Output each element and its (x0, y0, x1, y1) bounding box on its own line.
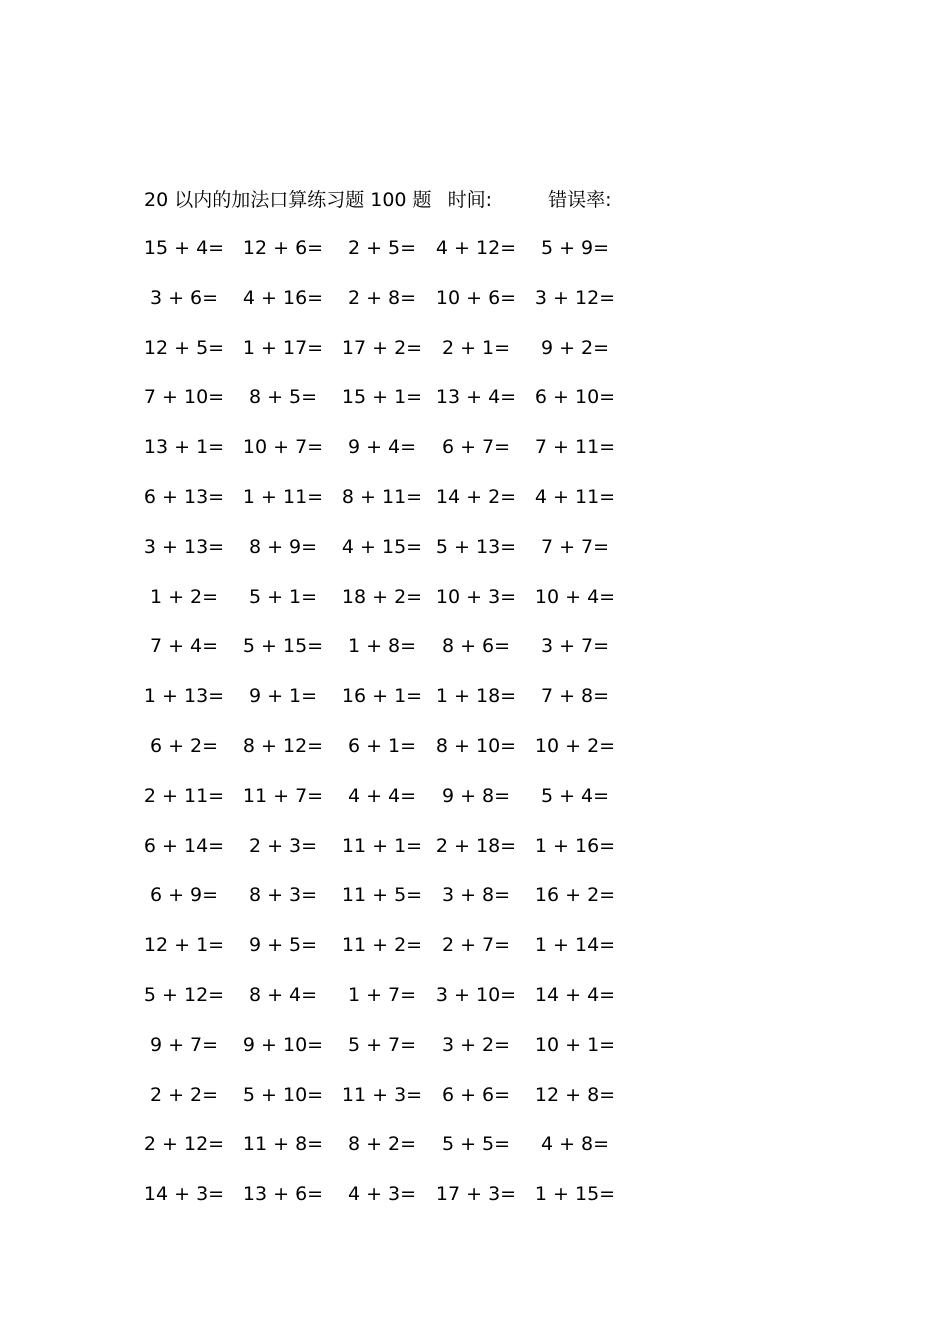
arithmetic-problem: 15 + 4= (143, 237, 225, 259)
arithmetic-problem: 6 + 7= (441, 436, 511, 459)
problem-row (0, 1081, 950, 1131)
arithmetic-problem: 10 + 4= (534, 585, 616, 608)
arithmetic-problem: 15 + 1= (341, 386, 423, 409)
worksheet-title: 20 以内的加法口算练习题 100 题 (144, 189, 432, 211)
arithmetic-problem: 8 + 9= (248, 535, 318, 558)
arithmetic-problem: 2 + 2= (149, 1083, 219, 1106)
arithmetic-problem: 17 + 2= (341, 336, 423, 359)
arithmetic-problem: 14 + 3= (143, 1183, 225, 1206)
arithmetic-problem: 8 + 6= (441, 635, 511, 658)
arithmetic-problem: 8 + 12= (242, 734, 324, 757)
arithmetic-problem: 14 + 2= (435, 485, 517, 508)
arithmetic-problem: 11 + 7= (242, 784, 324, 807)
arithmetic-problem: 4 + 16= (242, 286, 324, 309)
arithmetic-problem: 12 + 5= (143, 336, 225, 359)
problem-row (0, 1031, 950, 1081)
arithmetic-problem: 5 + 4= (540, 784, 610, 807)
arithmetic-problem: 3 + 10= (435, 983, 517, 1006)
arithmetic-problem: 9 + 8= (441, 784, 511, 807)
arithmetic-problem: 13 + 1= (143, 436, 225, 459)
problem-row (0, 931, 950, 981)
problem-row (0, 334, 950, 384)
arithmetic-problem: 9 + 2= (540, 336, 610, 359)
arithmetic-problem: 6 + 2= (149, 734, 219, 757)
arithmetic-problem: 8 + 11= (341, 485, 423, 508)
time-label: 时间: (447, 189, 493, 211)
arithmetic-problem: 11 + 8= (242, 1133, 324, 1156)
arithmetic-problem: 3 + 2= (441, 1033, 511, 1056)
arithmetic-problem: 2 + 18= (435, 834, 517, 857)
arithmetic-problem: 5 + 15= (242, 635, 324, 658)
arithmetic-problem: 9 + 5= (248, 934, 318, 957)
arithmetic-problem: 3 + 13= (143, 535, 225, 558)
arithmetic-problem: 4 + 11= (534, 485, 616, 508)
problem-row (0, 383, 950, 433)
arithmetic-problem: 18 + 2= (341, 585, 423, 608)
arithmetic-problem: 9 + 10= (242, 1033, 324, 1056)
problem-row (0, 1180, 950, 1230)
error-rate-label: 错误率: (548, 189, 612, 211)
arithmetic-problem: 6 + 9= (149, 884, 219, 907)
arithmetic-problem: 8 + 10= (435, 734, 517, 757)
arithmetic-problem: 3 + 6= (149, 286, 219, 309)
arithmetic-problem: 4 + 12= (435, 237, 517, 259)
problem-row (0, 1130, 950, 1180)
arithmetic-problem: 11 + 5= (341, 884, 423, 907)
arithmetic-problem: 6 + 1= (347, 734, 417, 757)
arithmetic-problem: 8 + 5= (248, 386, 318, 409)
arithmetic-problem: 7 + 8= (540, 685, 610, 708)
arithmetic-problem: 5 + 9= (540, 237, 610, 259)
arithmetic-problem: 6 + 13= (143, 485, 225, 508)
arithmetic-problem: 16 + 1= (341, 685, 423, 708)
arithmetic-problem: 6 + 6= (441, 1083, 511, 1106)
arithmetic-problem: 8 + 3= (248, 884, 318, 907)
arithmetic-problem: 12 + 6= (242, 237, 324, 259)
arithmetic-problem: 4 + 8= (540, 1133, 610, 1156)
arithmetic-problem: 1 + 7= (347, 983, 417, 1006)
arithmetic-problem: 11 + 1= (341, 834, 423, 857)
problem-row (0, 632, 950, 682)
problem-row (0, 284, 950, 334)
arithmetic-problem: 4 + 3= (347, 1183, 417, 1206)
problem-row (0, 881, 950, 931)
arithmetic-problem: 11 + 3= (341, 1083, 423, 1106)
arithmetic-problem: 17 + 3= (435, 1183, 517, 1206)
arithmetic-problem: 1 + 11= (242, 485, 324, 508)
arithmetic-problem: 7 + 7= (540, 535, 610, 558)
arithmetic-problem: 10 + 1= (534, 1033, 616, 1056)
arithmetic-problem: 1 + 17= (242, 336, 324, 359)
problem-row (0, 981, 950, 1031)
arithmetic-problem: 5 + 10= (242, 1083, 324, 1106)
arithmetic-problem: 10 + 2= (534, 734, 616, 757)
arithmetic-problem: 9 + 4= (347, 436, 417, 459)
arithmetic-problem: 5 + 13= (435, 535, 517, 558)
worksheet-header (144, 186, 611, 214)
arithmetic-problem: 14 + 4= (534, 983, 616, 1006)
arithmetic-problem: 12 + 1= (143, 934, 225, 957)
arithmetic-problem: 1 + 18= (435, 685, 517, 708)
arithmetic-problem: 5 + 1= (248, 585, 318, 608)
arithmetic-problem: 1 + 13= (143, 685, 225, 708)
arithmetic-problem: 3 + 7= (540, 635, 610, 658)
arithmetic-problem: 10 + 3= (435, 585, 517, 608)
arithmetic-problem: 5 + 7= (347, 1033, 417, 1056)
arithmetic-problem: 2 + 1= (441, 336, 511, 359)
problem-grid (0, 234, 950, 1230)
arithmetic-problem: 5 + 5= (441, 1133, 511, 1156)
problem-row (0, 483, 950, 533)
arithmetic-problem: 7 + 4= (149, 635, 219, 658)
arithmetic-problem: 1 + 15= (534, 1183, 616, 1206)
arithmetic-problem: 2 + 7= (441, 934, 511, 957)
problem-row (0, 782, 950, 832)
arithmetic-problem: 13 + 6= (242, 1183, 324, 1206)
arithmetic-problem: 10 + 6= (435, 286, 517, 309)
arithmetic-problem: 4 + 15= (341, 535, 423, 558)
arithmetic-problem: 1 + 14= (534, 934, 616, 957)
problem-row (0, 732, 950, 782)
arithmetic-problem: 9 + 7= (149, 1033, 219, 1056)
arithmetic-problem: 16 + 2= (534, 884, 616, 907)
arithmetic-problem: 6 + 14= (143, 834, 225, 857)
arithmetic-problem: 2 + 8= (347, 286, 417, 309)
arithmetic-problem: 1 + 16= (534, 834, 616, 857)
arithmetic-problem: 12 + 8= (534, 1083, 616, 1106)
arithmetic-problem: 11 + 2= (341, 934, 423, 957)
problem-row (0, 682, 950, 732)
arithmetic-problem: 4 + 4= (347, 784, 417, 807)
arithmetic-problem: 2 + 5= (347, 237, 417, 259)
arithmetic-problem: 1 + 2= (149, 585, 219, 608)
arithmetic-problem: 2 + 11= (143, 784, 225, 807)
arithmetic-problem: 2 + 3= (248, 834, 318, 857)
arithmetic-problem: 5 + 12= (143, 983, 225, 1006)
problem-row (0, 234, 950, 284)
arithmetic-problem: 7 + 11= (534, 436, 616, 459)
arithmetic-problem: 9 + 1= (248, 685, 318, 708)
arithmetic-problem: 7 + 10= (143, 386, 225, 409)
problem-row (0, 832, 950, 882)
problem-row (0, 533, 950, 583)
arithmetic-problem: 1 + 8= (347, 635, 417, 658)
arithmetic-problem: 8 + 2= (347, 1133, 417, 1156)
arithmetic-problem: 13 + 4= (435, 386, 517, 409)
arithmetic-problem: 8 + 4= (248, 983, 318, 1006)
arithmetic-problem: 2 + 12= (143, 1133, 225, 1156)
problem-row (0, 433, 950, 483)
problem-row (0, 583, 950, 633)
arithmetic-problem: 3 + 12= (534, 286, 616, 309)
arithmetic-problem: 6 + 10= (534, 386, 616, 409)
arithmetic-problem: 10 + 7= (242, 436, 324, 459)
arithmetic-problem: 3 + 8= (441, 884, 511, 907)
